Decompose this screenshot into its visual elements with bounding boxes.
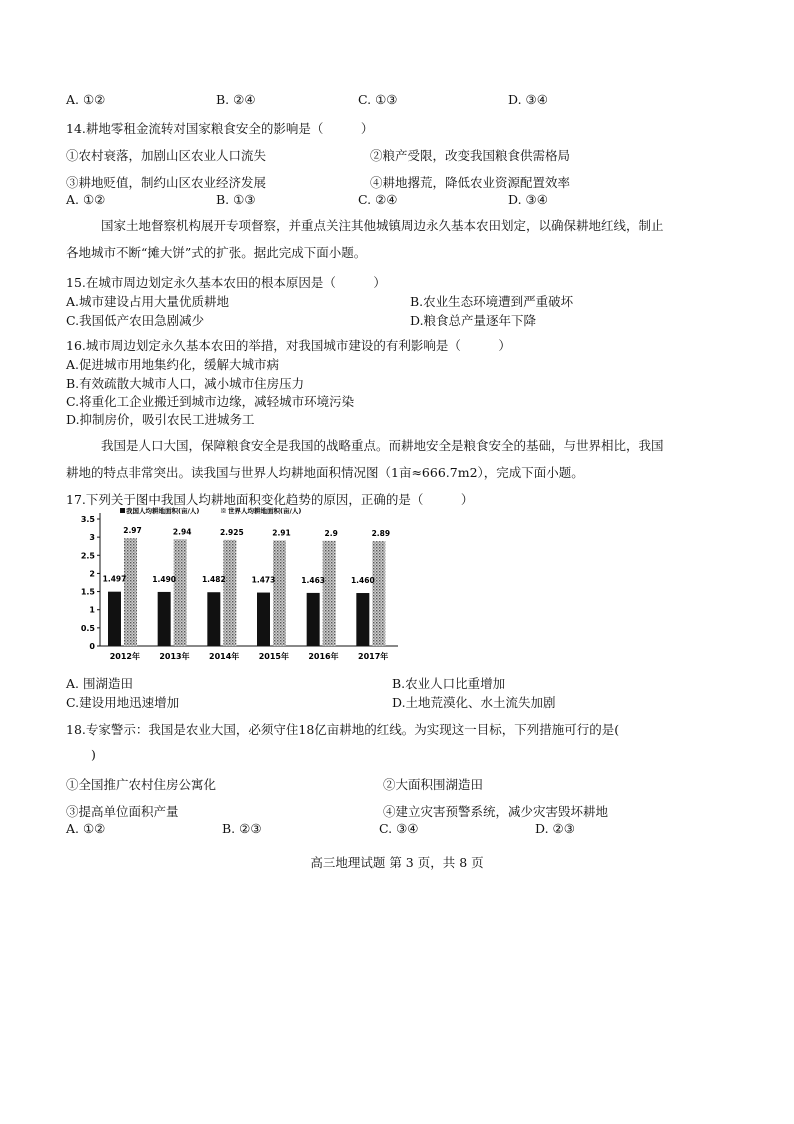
- q16-option-d: D.抑制房价，吸引农民工进城务工: [66, 412, 255, 427]
- data-label-china: 1.463: [301, 575, 326, 585]
- q16-option-b: B.有效疏散大城市人口，减小城市住房压力: [66, 376, 305, 391]
- q14-option-c: C. ②④: [358, 192, 398, 207]
- farmland-per-capita-bar-chart: [64, 505, 404, 667]
- q18-stem-line1: 18.专家警示：我国是农业大国，必须守住18亿亩耕地的红线。为实现这一目标，下列措施可行的是(: [66, 722, 620, 737]
- q14-statement-3: ③耕地贬值，制约山区农业经济发展: [66, 175, 267, 190]
- q17-option-a: A. 围湖造田: [66, 676, 133, 691]
- data-label-china: 1.460: [350, 576, 375, 586]
- q16-option-a: A.促进城市用地集约化，缓解大城市病: [66, 357, 280, 372]
- q18-statement-2: ②大面积围湖造田: [383, 777, 484, 792]
- q18-stem-line2: ): [91, 747, 96, 762]
- legend-label-china: 我国人均耕地面积(亩/人): [126, 507, 200, 515]
- q18-option-d: D. ②③: [535, 821, 575, 836]
- bar-china: [307, 593, 320, 646]
- data-label-world: 2.97: [123, 526, 142, 536]
- y-tick-label: 3.5: [80, 515, 95, 524]
- legend-swatch-china: [120, 508, 125, 513]
- x-category-label: 2015年: [258, 652, 289, 661]
- q17-stem: 17.下列关于图中我国人均耕地面积变化趋势的原因，正确的是（ ）: [66, 492, 474, 507]
- data-label-world: 2.9: [324, 528, 338, 538]
- q18-statement-4: ④建立灾害预警系统，减少灾害毁坏耕地: [383, 804, 609, 819]
- q13-option-c: C. ①③: [358, 92, 398, 107]
- x-category-label: 2012年: [109, 652, 140, 661]
- y-tick-label: 0: [89, 642, 95, 651]
- data-label-china: 1.490: [152, 574, 177, 584]
- q14-option-d: D. ③④: [508, 192, 548, 207]
- q13-option-a: A. ①②: [66, 92, 106, 107]
- q18-option-c: C. ③④: [379, 821, 419, 836]
- bar-china: [356, 593, 369, 646]
- x-category-label: 2014年: [209, 652, 240, 661]
- y-tick-label: 1: [89, 605, 95, 615]
- data-label-world: 2.91: [272, 528, 291, 538]
- q17-option-d: D.土地荒漠化、水土流失加剧: [392, 695, 556, 710]
- legend-swatch-world: [221, 508, 226, 513]
- q14-statement-2: ②粮产受限，改变我国粮食供需格局: [370, 148, 571, 163]
- y-tick-label: 0.5: [80, 623, 95, 633]
- legend-label-world: 世界人均耕地面积(亩/人): [228, 507, 302, 515]
- q15-option-b: B.农业生态环境遭到严重破坏: [410, 294, 574, 309]
- page-footer: 高三地理试题 第 3 页，共 8 页: [310, 855, 484, 870]
- passage-2: 我国是人口大国，保障粮食安全是我国的战略重点。而耕地安全是粮食安全的基础，与世界相比，我国耕地的特点非常突出。读我国与世界人均耕地面积情况图（1亩≈666.7m2），完成下面小题。: [66, 438, 664, 480]
- q15-option-d: D.粮食总产量逐年下降: [410, 313, 537, 328]
- q17-option-b: B.农业人口比重增加: [392, 676, 506, 691]
- q15-option-c: C.我国低产农田急剧减少: [66, 313, 205, 328]
- bar-world: [372, 541, 385, 646]
- data-label-world: 2.89: [371, 529, 391, 539]
- q18-statement-1: ①全国推广农村住房公寓化: [66, 777, 217, 792]
- bar-world: [124, 538, 137, 646]
- q16-stem: 16.城市周边划定永久基本农田的举措，对我国城市建设的有利影响是（ ）: [66, 338, 511, 353]
- data-label-china: 1.482: [201, 575, 226, 585]
- bar-china: [257, 593, 270, 646]
- bar-world: [174, 539, 187, 646]
- q18-statement-3: ③提高单位面积产量: [66, 804, 179, 819]
- data-label-china: 1.497: [102, 574, 127, 584]
- bar-china: [207, 592, 220, 646]
- bar-china: [158, 592, 171, 646]
- data-label-world: 2.94: [172, 527, 192, 537]
- x-category-label: 2013年: [159, 652, 190, 661]
- y-tick-label: 2: [89, 569, 95, 579]
- passage-1: 国家土地督察机构展开专项督察，并重点关注其他城镇周边永久基本农田划定，以确保耕地红线，制止各地城市不断“摊大饼”式的扩张。据此完成下面小题。: [66, 218, 664, 260]
- q14-option-b: B. ①③: [216, 192, 256, 207]
- y-tick-label: 2.5: [80, 551, 95, 561]
- q14-statement-4: ④耕地撂荒，降低农业资源配置效率: [370, 175, 571, 190]
- bar-world: [223, 540, 236, 646]
- x-category-label: 2017年: [358, 652, 389, 661]
- y-tick-label: 3: [89, 533, 95, 543]
- q14-option-a: A. ①②: [66, 192, 106, 207]
- bar-china: [108, 592, 121, 646]
- q18-option-a: A. ①②: [66, 821, 106, 836]
- q17-option-c: C.建设用地迅速增加: [66, 695, 180, 710]
- q14-stem: 14.耕地零租金流转对国家粮食安全的影响是（ ）: [66, 121, 374, 136]
- bar-world: [273, 540, 286, 646]
- q15-option-a: A.城市建设占用大量优质耕地: [66, 294, 230, 309]
- bar-world: [323, 541, 336, 646]
- data-label-china: 1.473: [251, 575, 276, 585]
- q13-option-b: B. ②④: [216, 92, 256, 107]
- q18-option-b: B. ②③: [222, 821, 262, 836]
- data-label-world: 2.925: [219, 527, 244, 537]
- q15-stem: 15.在城市周边划定永久基本农田的根本原因是（ ）: [66, 275, 386, 290]
- q16-option-c: C.将重化工企业搬迁到城市边缘，减轻城市环境污染: [66, 394, 355, 409]
- x-category-label: 2016年: [308, 652, 339, 661]
- q13-option-d: D. ③④: [508, 92, 548, 107]
- q14-statement-1: ①农村衰落，加剧山区农业人口流失: [66, 148, 267, 163]
- y-tick-label: 1.5: [80, 587, 95, 597]
